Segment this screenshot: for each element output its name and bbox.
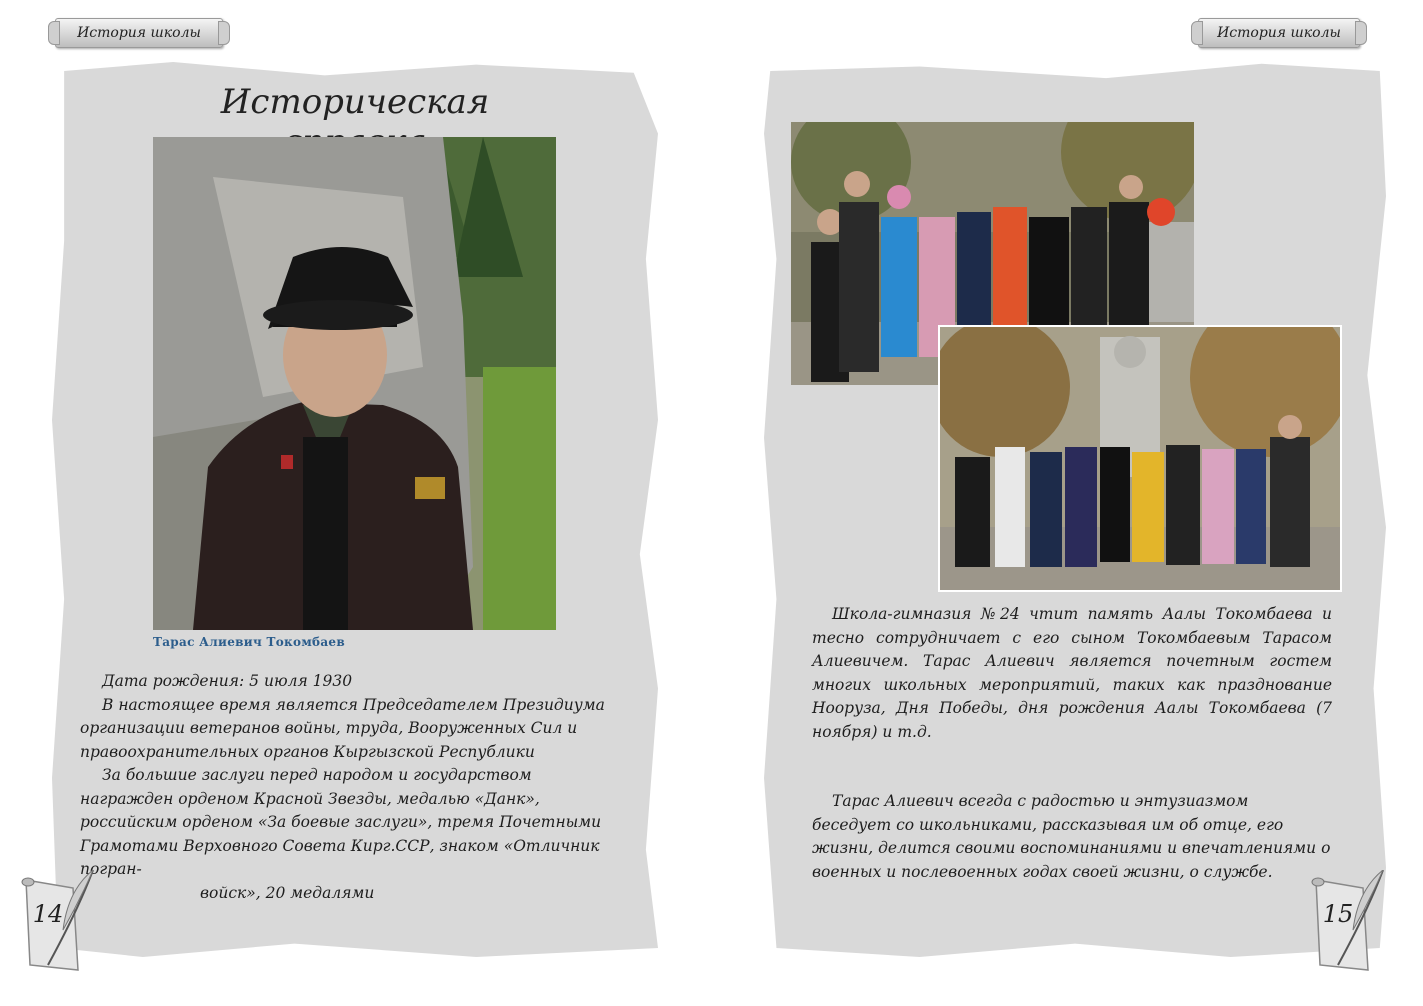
header-ribbon-right [1198,18,1360,48]
page-number-right: 15 [1322,900,1354,928]
header-ribbon-left-label: История школы [77,25,201,41]
page-number-scroll-right [1308,870,1388,980]
birth-date-line: Дата рождения: 5 июля 1930 [102,672,353,690]
group-photo-bottom [938,325,1342,592]
left-paragraph-1: В настоящее время является Председателем Президиума организации ветеранов войны, труда, Вооруженных Сил и правоохранительных органов Кыргызской Республики [80,695,605,761]
page-number-left: 14 [32,900,64,928]
page-title: Историческая [220,82,490,122]
left-paragraph-2: За большие заслуги перед народом и государством награжден орденом Красной Звезды, медалью «Данк», российским орденом «За боевые заслуги», тремя Почетными Грамотами Верховного Совета Кирг.ССР, знаком «Отличник погран- [80,766,602,878]
right-paragraph-1: Школа-гимназия №24 чтит память Аалы Токомбаева и тесно сотрудничает с его сыном Токомбаевым Тарасом Алиевичем. Тарас Алиевич является почетным гостем многих школьных мероприятий, таких как празднование Нооруза, Дня Победы, дня рождения Аалы Токомбаева (7 ноября) и т.д. [812,605,1332,741]
portrait-photo [153,137,556,630]
header-ribbon-right-label: История школы [1217,25,1341,41]
header-ribbon-left [55,18,223,48]
left-paragraph-2-tail: войск», 20 медалями [200,883,375,902]
page-number-scroll-left [18,870,98,980]
photo-caption: Тарас Алиевич Токомбаев [153,635,346,649]
right-paragraph-2: Тарас Алиевич всегда с радостью и энтузиазмом беседует со школьниками, рассказывая им об отце, его жизни, делится своими воспоминаниями и впечатлениями о военных и послевоенных годах своей жизни, о службе. [812,792,1331,881]
left-page-text [80,670,620,905]
